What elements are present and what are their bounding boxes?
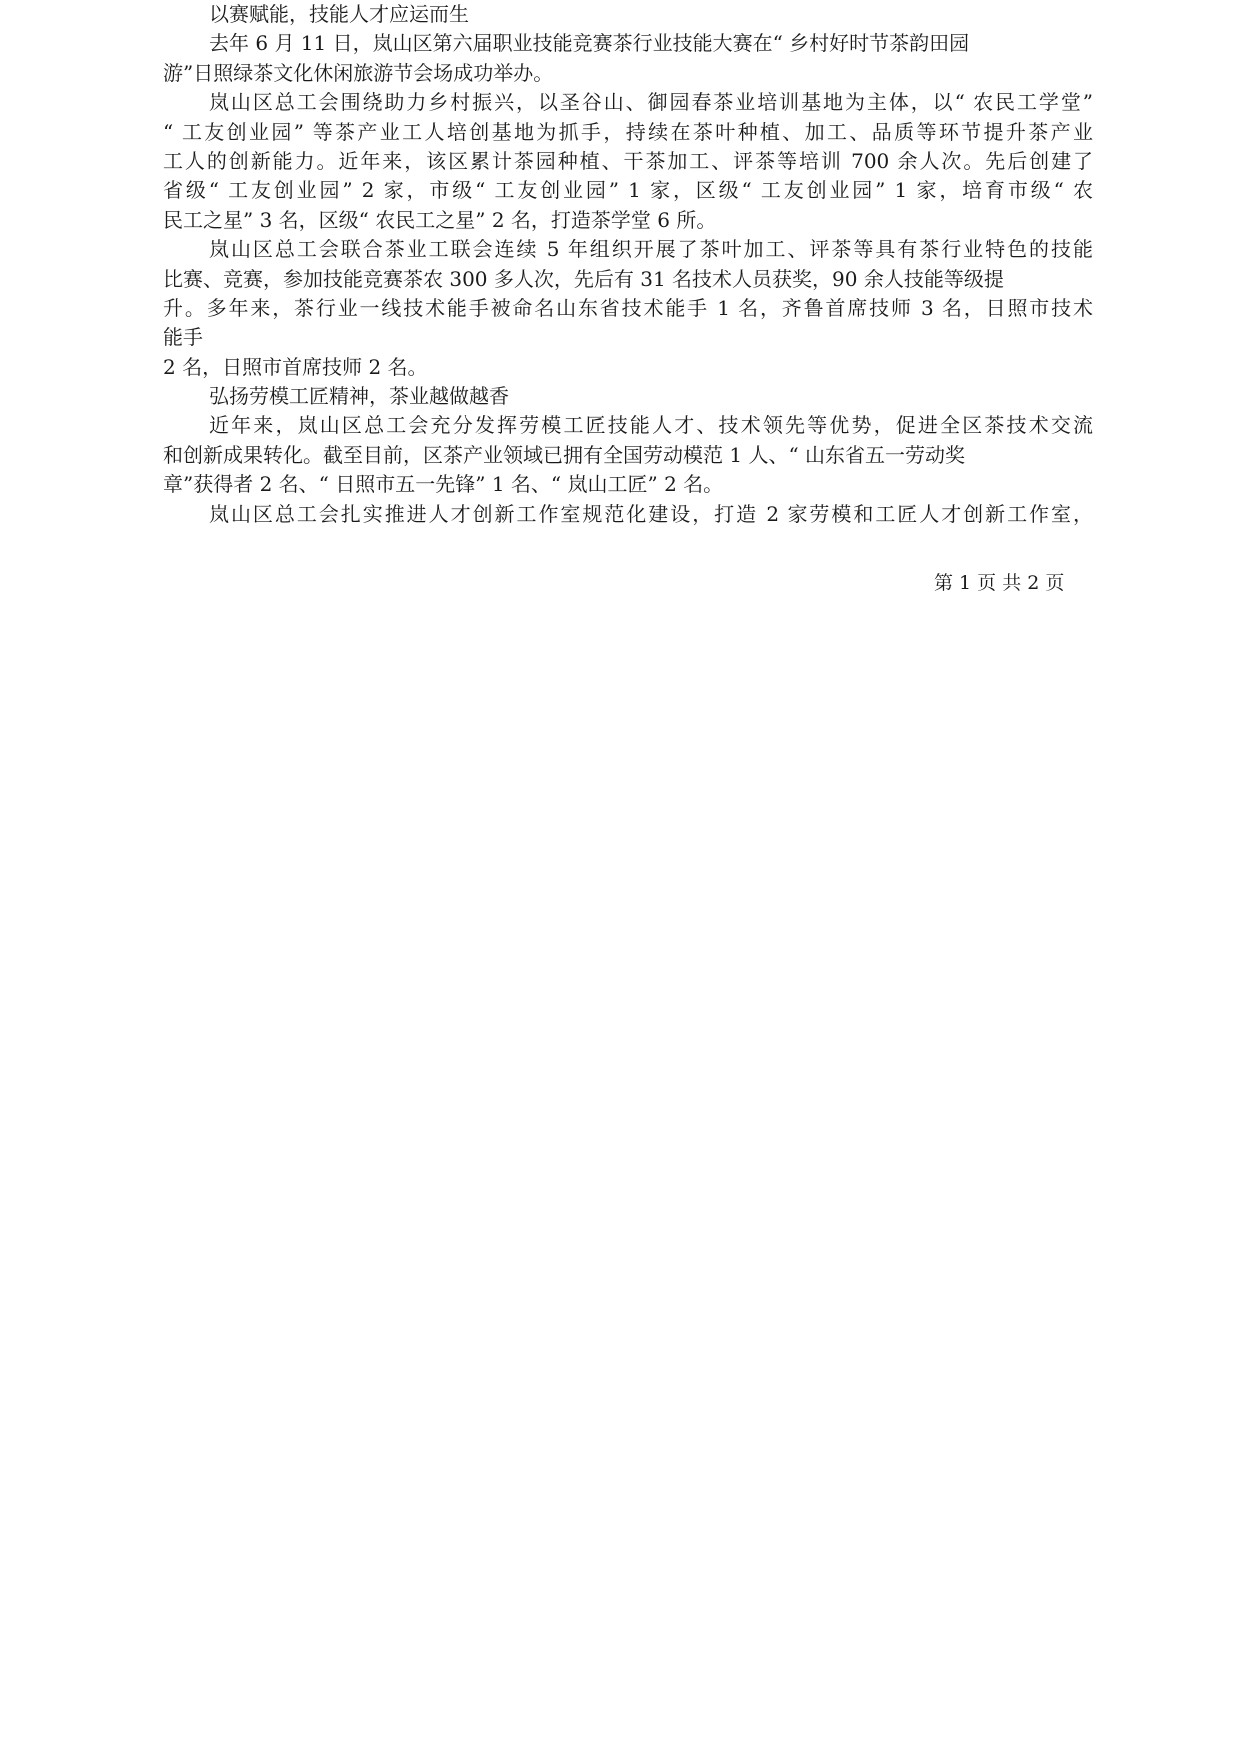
text-line: “ 工友创业园” 等茶产业工人培创基地为抓手，持续在茶叶种植、加工、品质等环节提升茶产业: [163, 119, 1093, 144]
page-number: 第 1 页 共 2 页: [934, 572, 1065, 594]
text-line: 以赛赋能，技能人才应运而生: [209, 2, 469, 26]
text-line: 工人的创新能力。近年来，该区累计茶园种植、干茶加工、评茶等培训 700 余人次。先后创建了: [163, 148, 1093, 173]
body-text: [163, 0, 1093, 529]
text-line: 和创新成果转化。截至目前，区茶产业领域已拥有全国劳动模范 1 人、“ 山东省五一劳动奖: [163, 442, 966, 467]
text-line: 省级“ 工友创业园” 2 家，市级“ 工友创业园” 1 家，区级“ 工友创业园” 1 家，培育市级“ 农: [163, 178, 1093, 203]
text-line: 2 名，日照市首席技师 2 名。: [163, 354, 428, 379]
text-line: 岚山区总工会联合茶业工联会连续 5 年组织开展了茶叶加工、评茶等具有茶行业特色的技能: [209, 237, 1093, 262]
text-line: 民工之星” 3 名，区级“ 农民工之星” 2 名，打造茶学堂 6 所。: [163, 207, 717, 232]
text-line: 能手: [163, 325, 203, 350]
text-line: 比赛、竞赛，参加技能竞赛茶农 300 多人次，先后有 31 名技术人员获奖，90 余人技能等级提: [163, 266, 1004, 291]
text-line: 岚山区总工会扎实推进人才创新工作室规范化建设，打造 2 家劳模和工匠人才创新工作室，: [209, 501, 1093, 526]
text-line: 去年 6 月 11 日，岚山区第六届职业技能竞赛茶行业技能大赛在“ 乡村好时节茶韵田园: [209, 31, 970, 56]
text-line: 游”日照绿茶文化休闲旅游节会场成功举办。: [163, 60, 554, 85]
text-line: 章”获得者 2 名、“ 日照市五一先锋” 1 名、“ 岚山工匠” 2 名。: [163, 472, 724, 497]
text-line: 近年来，岚山区总工会充分发挥劳模工匠技能人才、技术领先等优势，促进全区茶技术交流: [209, 413, 1093, 438]
text-line: 弘扬劳模工匠精神，茶业越做越香: [209, 384, 509, 409]
text-line: 岚山区总工会围绕助力乡村振兴，以圣谷山、御园春茶业培训基地为主体，以“ 农民工学堂”: [209, 90, 1093, 115]
text-line: 升。多年来，茶行业一线技术能手被命名山东省技术能手 1 名，齐鲁首席技师 3 名，日照市技术: [163, 295, 1093, 320]
